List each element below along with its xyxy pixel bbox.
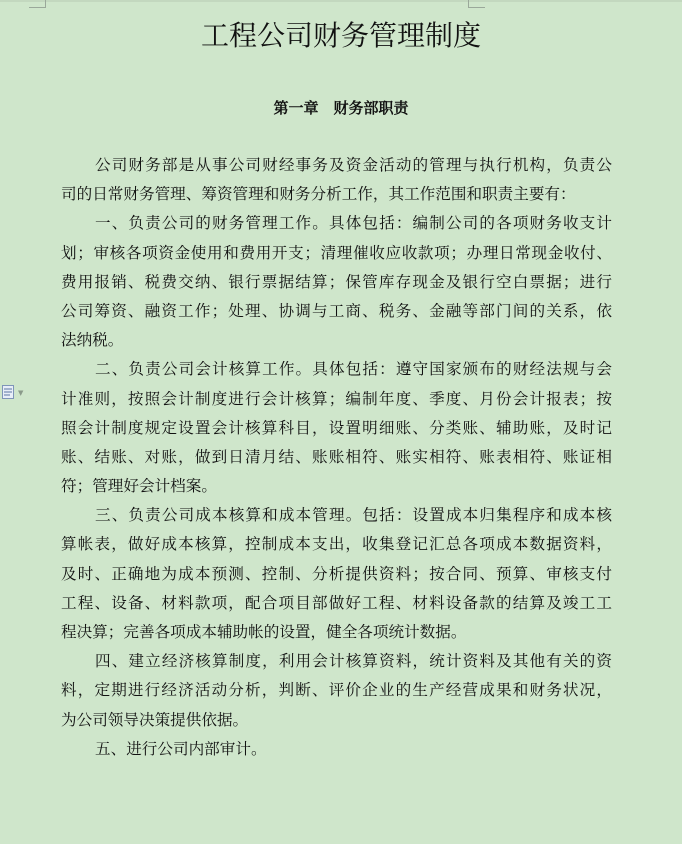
- text-line: 及时、正确地为成本预测、控制、分析提供资料；按合同、预算、审核支付: [61, 564, 612, 583]
- text-line: 算帐表，做好成本核算，控制成本支出，收集登记汇总各项成本数据资料，: [61, 535, 612, 554]
- text-line: 计准则，按照会计制度进行会计核算；编制年度、季度、月份会计报表；按: [61, 389, 612, 408]
- chevron-down-icon[interactable]: ▼: [18, 389, 24, 397]
- text-line: 四、建立经济核算制度，利用会计核算资料，统计资料及其他有关的资: [95, 652, 612, 671]
- text-line: 划；审核各项资金使用和费用开支；清理催收应收款项；办理日常现金收付、: [61, 243, 612, 262]
- document-body: [61, 151, 612, 764]
- text-line: 一、负责公司的财务管理工作。具体包括：编制公司的各项财务收支计: [95, 214, 612, 233]
- text-line: 三、负责公司成本核算和成本管理。包括：设置成本归集程序和成本核: [95, 506, 612, 525]
- text-line: 二、负责公司会计核算工作。具体包括：遵守国家颁布的财经法规与会: [95, 360, 612, 379]
- margin-corner-mark-left: [29, 0, 46, 8]
- text-line: 五、进行公司内部审计。: [95, 739, 267, 758]
- text-line: 为公司领导决策提供依据。: [61, 710, 249, 729]
- text-line: 公司筹资、融资工作；处理、协调与工商、税务、金融等部门间的关系，依: [61, 301, 612, 320]
- text-line: 费用报销、税费交纳、银行票据结算；保管库存现金及银行空白票据；进行: [61, 272, 612, 291]
- margin-corner-mark-right: [468, 0, 485, 8]
- text-line: 司的日常财务管理、筹资管理和财务分析工作，其工作范围和职责主要有：: [61, 185, 576, 204]
- text-line: 法纳税。: [61, 331, 124, 350]
- text-line: 程决算；完善各项成本辅助帐的设置，健全各项统计数据。: [61, 623, 467, 641]
- text-line: 照会计制度规定设置会计核算科目，设置明细账、分类账、辅助账，及时记: [61, 418, 612, 437]
- page-top-edge: [0, 0, 682, 2]
- text-line: 符；管理好会计档案。: [61, 477, 217, 496]
- text-line: 工程、设备、材料款项，配合项目部做好工程、材料设备款的结算及竣工工: [61, 593, 612, 612]
- paragraph-layout-icon[interactable]: [2, 385, 14, 399]
- text-line: 公司财务部是从事公司财经事务及资金活动的管理与执行机构，负责公: [95, 156, 612, 174]
- text-line: 账、结账、对账，做到日清月结、账账相符、账实相符、账表相符、账证相: [61, 447, 612, 466]
- text-line: 料，定期进行经济活动分析，判断、评价企业的生产经营成果和财务状况，: [61, 681, 612, 700]
- chapter-heading: 第一章 财务部职责: [273, 99, 409, 117]
- document-title: 工程公司财务管理制度: [200, 19, 481, 52]
